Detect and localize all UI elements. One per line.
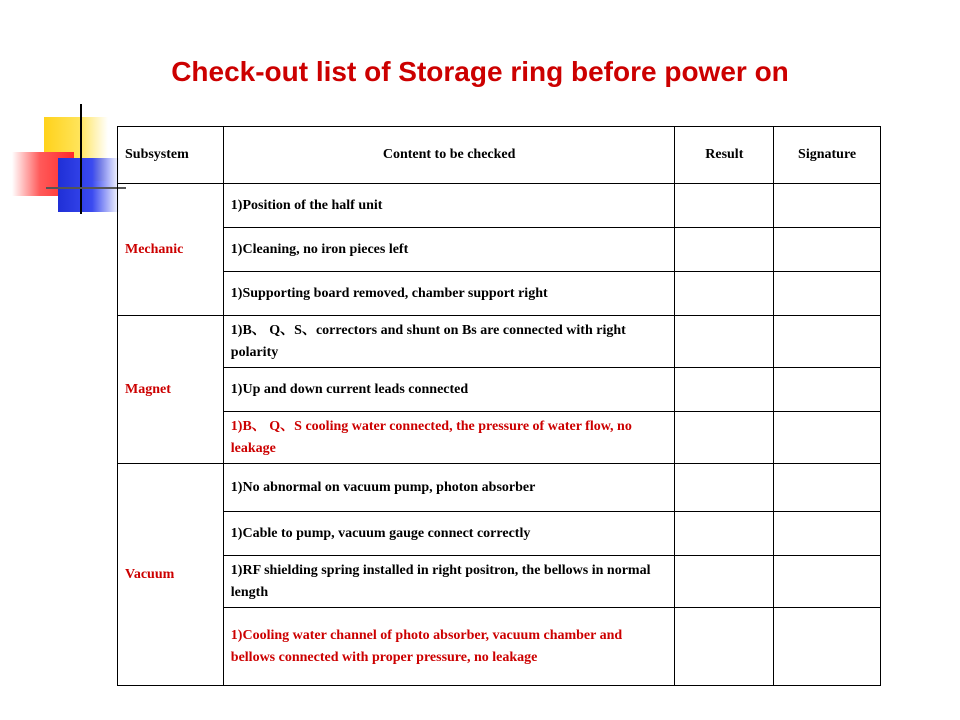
table-row	[118, 608, 881, 686]
signature-cell[interactable]	[774, 464, 881, 512]
header-row	[118, 127, 881, 184]
check-item: 1)Cable to pump, vacuum gauge connect correctly	[223, 512, 675, 556]
signature-cell[interactable]	[774, 368, 881, 412]
check-item-highlighted: 1)Cooling water channel of photo absorber, vacuum chamber and bellows connected with proper pressure, no leakage	[223, 608, 675, 686]
signature-cell[interactable]	[774, 272, 881, 316]
check-item: 1)Up and down current leads connected	[223, 368, 675, 412]
subsystem-magnet: Magnet	[118, 316, 224, 464]
result-cell[interactable]	[675, 184, 774, 228]
header-signature: Signature	[774, 127, 881, 184]
result-cell[interactable]	[675, 368, 774, 412]
signature-cell[interactable]	[774, 228, 881, 272]
check-item: 1)Position of the half unit	[223, 184, 675, 228]
table-row	[118, 512, 881, 556]
table-row	[118, 412, 881, 464]
checklist-table	[117, 126, 881, 686]
result-cell[interactable]	[675, 608, 774, 686]
check-item: 1)No abnormal on vacuum pump, photon absorber	[223, 464, 675, 512]
table-row	[118, 184, 881, 228]
result-cell[interactable]	[675, 512, 774, 556]
result-cell[interactable]	[675, 412, 774, 464]
result-cell[interactable]	[675, 272, 774, 316]
check-item: 1)Supporting board removed, chamber support right	[223, 272, 675, 316]
signature-cell[interactable]	[774, 412, 881, 464]
table-row	[118, 368, 881, 412]
header-subsystem: Subsystem	[118, 127, 224, 184]
table-row	[118, 272, 881, 316]
check-item: 1)RF shielding spring installed in right positron, the bellows in normal length	[223, 556, 675, 608]
table-row	[118, 464, 881, 512]
subsystem-mechanic: Mechanic	[118, 184, 224, 316]
signature-cell[interactable]	[774, 184, 881, 228]
page-title: Check-out list of Storage ring before power on	[171, 56, 789, 87]
subsystem-vacuum: Vacuum	[118, 464, 224, 686]
table-row	[118, 316, 881, 368]
header-content: Content to be checked	[223, 127, 675, 184]
check-item-highlighted: 1)B、 Q、S cooling water connected, the pressure of water flow, no leakage	[223, 412, 675, 464]
header-result: Result	[675, 127, 774, 184]
table-row	[118, 556, 881, 608]
check-item: 1)B、 Q、S、correctors and shunt on Bs are connected with right polarity	[223, 316, 675, 368]
decoration-vertical-line	[80, 104, 82, 214]
table-row	[118, 228, 881, 272]
signature-cell[interactable]	[774, 608, 881, 686]
decoration-blue-square	[58, 158, 120, 212]
signature-cell[interactable]	[774, 512, 881, 556]
result-cell[interactable]	[675, 228, 774, 272]
signature-cell[interactable]	[774, 556, 881, 608]
decoration-horizontal-line	[46, 187, 126, 189]
result-cell[interactable]	[675, 556, 774, 608]
result-cell[interactable]	[675, 464, 774, 512]
check-item: 1)Cleaning, no iron pieces left	[223, 228, 675, 272]
signature-cell[interactable]	[774, 316, 881, 368]
result-cell[interactable]	[675, 316, 774, 368]
